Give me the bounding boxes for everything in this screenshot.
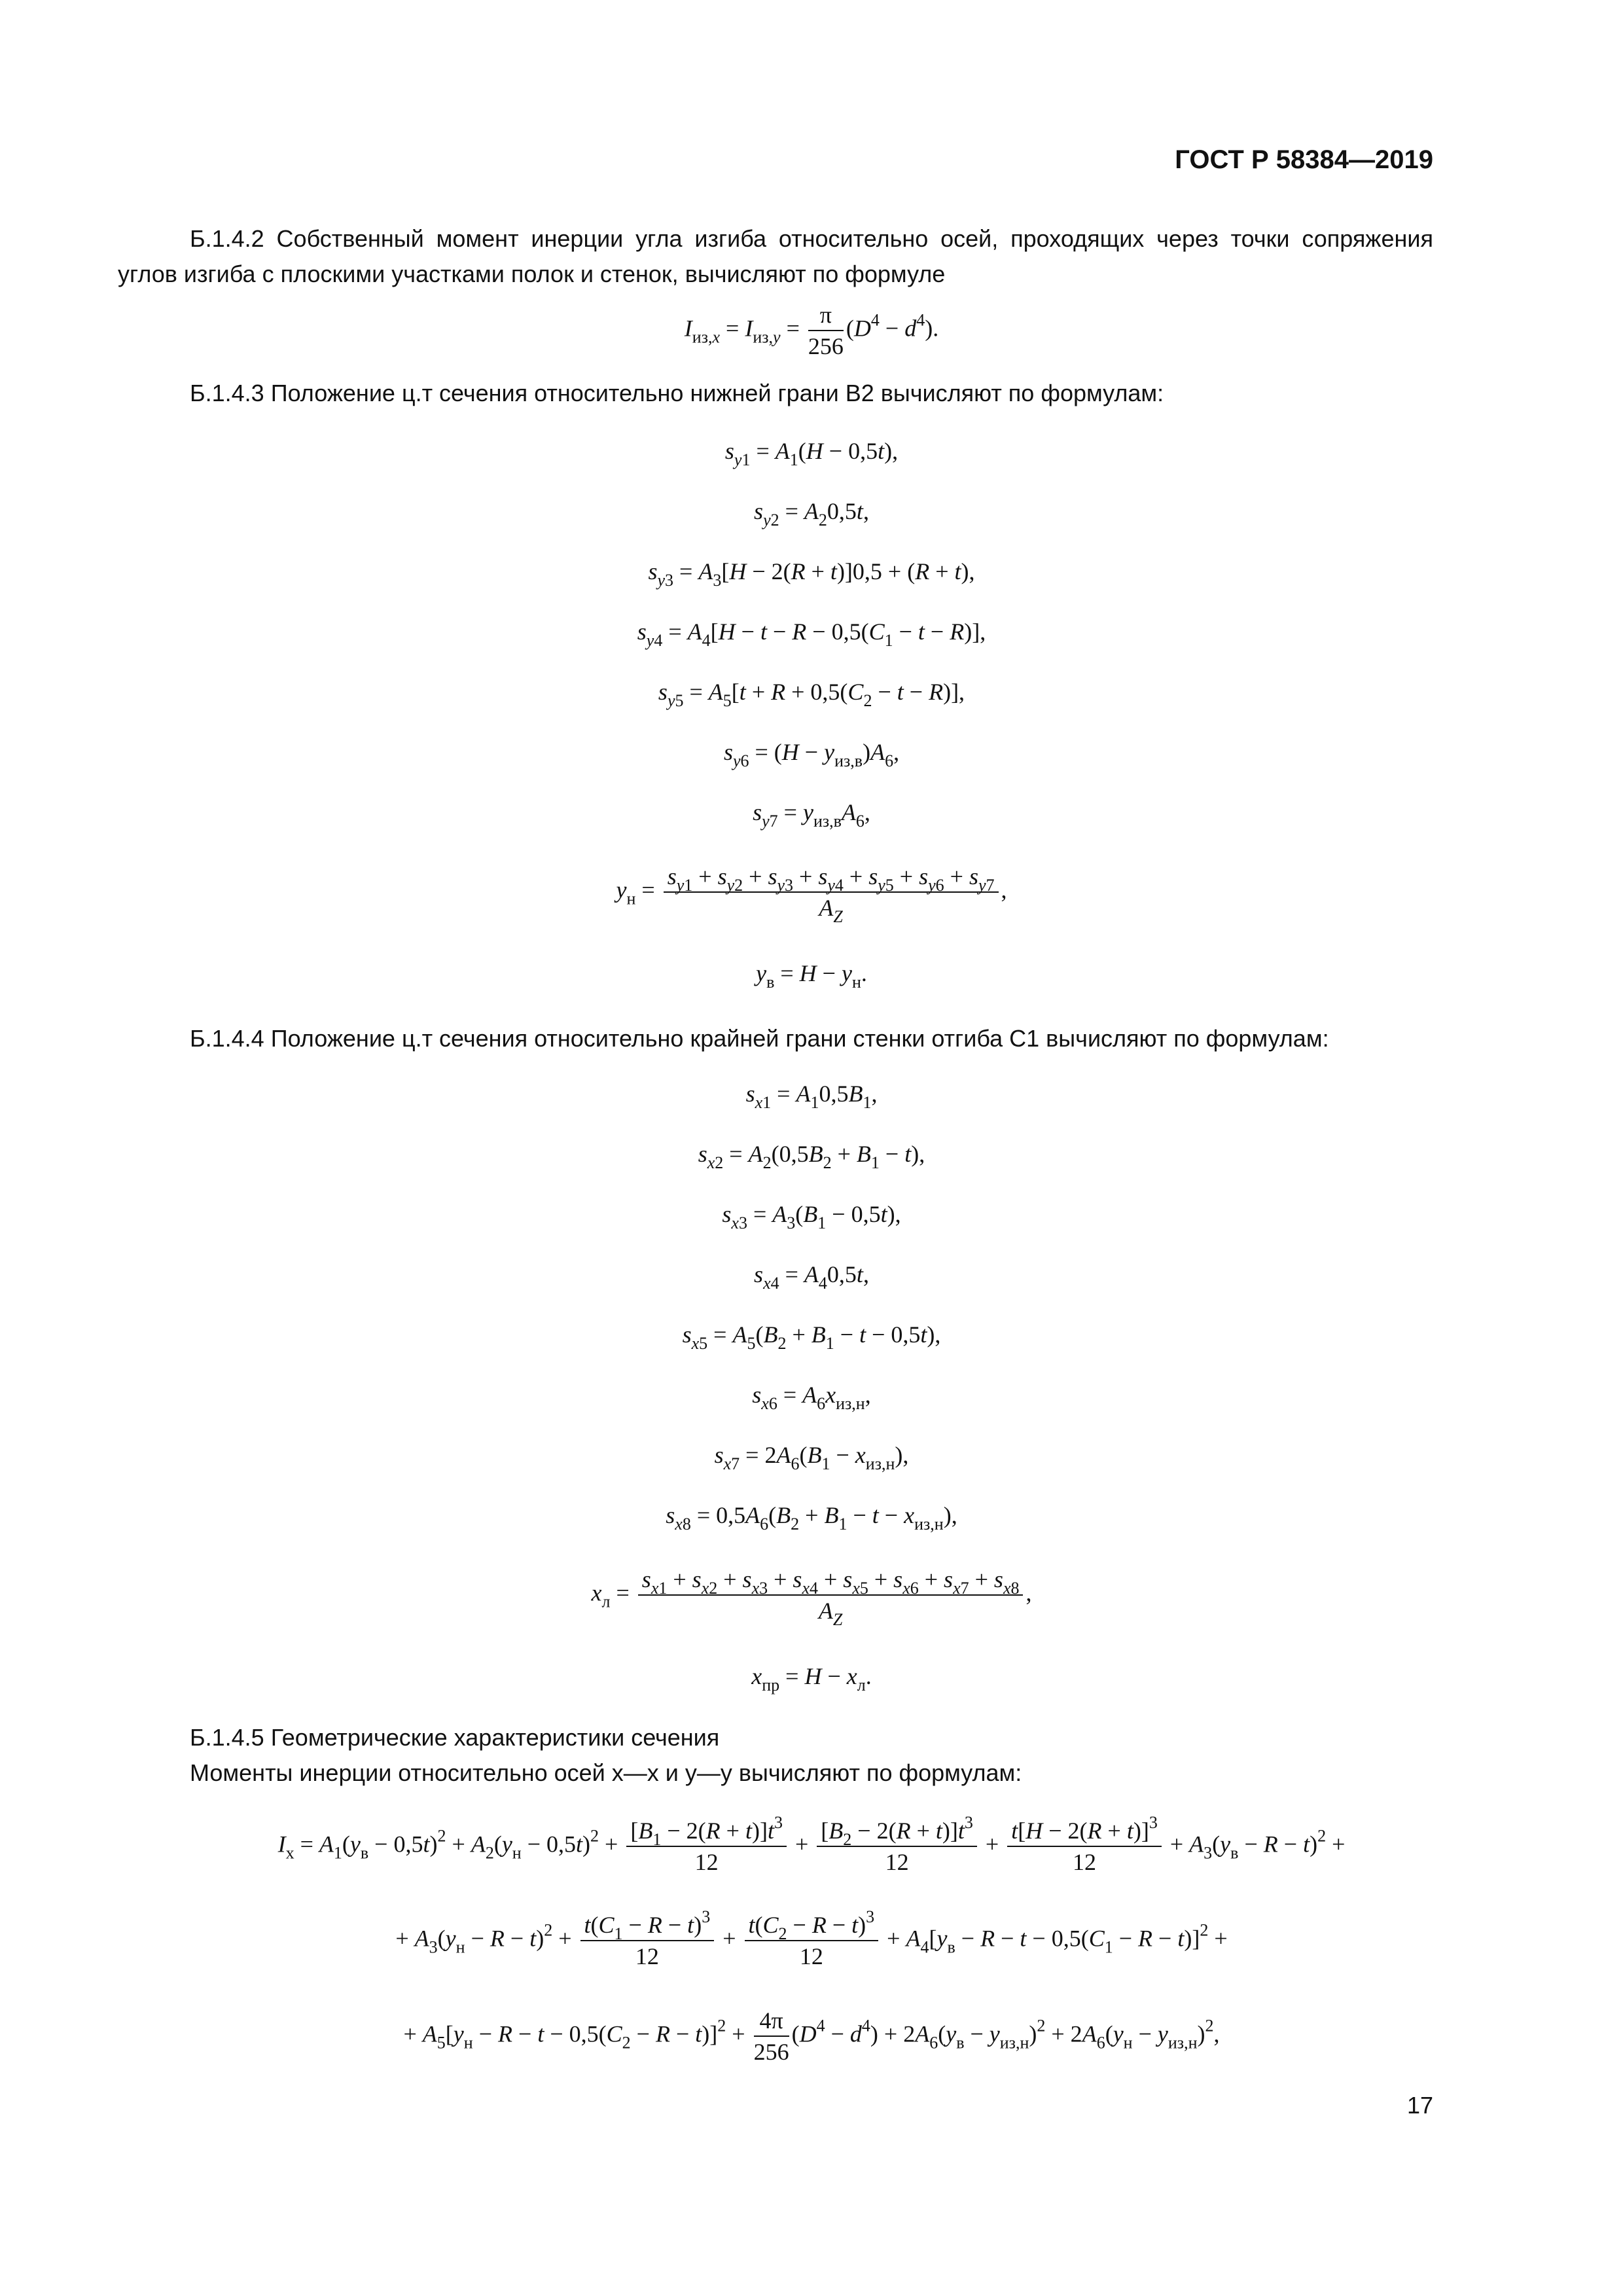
paragraph-b142-text: Б.1.4.2 Собственный момент инерции угла изгиба относительно осей, проходящих через точки сопряжения углов изгиба с плоскими участками полок и стенок, вычисляют по формуле xyxy=(118,225,1433,287)
standard-code: ГОСТ Р 58384—2019 xyxy=(1175,145,1433,174)
formula-xl: $x_л$ = $\frac{s_{x1} + s_{x2} + s_{x3} + s_{x4} + s_{x5} + s_{x6} + s_{x7} + s_{x8}}{A_Z}$ , xyxy=(591,1566,1032,1629)
formula-sy3: $s_{y3} = A_3[H - 2(R + t)]0,5 + (R + t)$, xyxy=(648,558,975,590)
formula-sy2: $s_{y2} = A_20,5t$, xyxy=(754,498,869,529)
paragraph-b145-title: Б.1.4.5 Геометрические характеристики сечения xyxy=(190,1724,720,1751)
formula-sy4: $s_{y4} = A_4[H - t - R - 0,5(C_1 - t - R)]$, xyxy=(637,619,986,650)
formula-sy6: $s_{y6} = (H - y_{из,в})A_6$, xyxy=(723,739,900,770)
formula-ix-line2: + $A_3(y_н - R - t)^2$ + $\frac{t(C_1 - R - t)^3}{12}$ + $\frac{t(C_2 - R - t)^3}{12}$ + $A_4[y_в - R - t - 0,5(C_1 - R - t)]^2$ + xyxy=(395,1907,1228,1969)
formula-xpr: $x_{пр} = H - x_л$. xyxy=(751,1663,872,1695)
formula-sy7: $s_{y7} = y_{из,в}A_6$, xyxy=(753,799,870,831)
paragraph-b143: Б.1.4.3 Положение ц.т сечения относительно нижней грани B2 вычисляют по формулам: xyxy=(190,380,1164,406)
formula-sx2: $s_{x2} = A_2(0,5B_2 + B_1 - t)$, xyxy=(698,1141,925,1172)
formula-ix-line1: $I_x = A_1(y_в - 0,5t)^2 + A_2(y_н - 0,5t)^2$ + $\frac{[B_1 - 2(R + t)]t^3}{12}$ + $\frac{[B_2 - 2(R + t)]t^3}{12}$ + $\frac{t[H - 2(R + t)]^3}{12}$ + $A_3(y_в - R - t)^2$ + xyxy=(277,1813,1346,1875)
formula-i-iz: $I_{из,x} = I_{из,y}$ = $\frac{\pi}{256}$ $(D^4 - d^4)$. xyxy=(684,302,939,359)
formula-sy5: $s_{y5} = A_5[t + R + 0,5(C_2 - t - R)]$, xyxy=(658,679,965,710)
formula-sx6: $s_{x6} = A_6x_{из,н}$, xyxy=(752,1382,871,1413)
formula-ix-line3: + $A_5[y_н - R - t - 0,5(C_2 - R - t)]^2$ + $\frac{4\pi}{256}$ $(D^4 - d^4) + 2A_6(y_в - y_{из,н})^2 + 2A_6(y_н - y_{из,н})^2$, xyxy=(403,2007,1220,2065)
formula-yn: $y_н$ = $\frac{s_{y1} + s_{y2} + s_{y3} + s_{y4} + s_{y5} + s_{y6} + s_{y7}}{A_Z}$ , xyxy=(616,863,1007,926)
page-number: 17 xyxy=(1406,2092,1433,2119)
paragraph-b144: Б.1.4.4 Положение ц.т сечения относительно крайней грани стенки отгиба C1 вычисляют по формулам: xyxy=(190,1025,1329,1052)
formula-sx5: $s_{x5} = A_5(B_2 + B_1 - t - 0,5t)$, xyxy=(682,1321,941,1353)
formula-sx1: $s_{x1} = A_10,5B_1$, xyxy=(745,1081,878,1112)
paragraph-b142 xyxy=(118,221,1433,292)
paragraph-b145-text: Моменты инерции относительно осей x—x и y—y вычисляют по формулам: xyxy=(190,1759,1022,1786)
formula-sx3: $s_{x3} = A_3(B_1 - 0,5t)$, xyxy=(722,1201,901,1232)
formula-sy1: $s_{y1} = A_1(H - 0,5t)$, xyxy=(724,438,899,469)
formula-sx8: $s_{x8} = 0,5A_6(B_2 + B_1 - t - x_{из,н})$, xyxy=(666,1502,957,1534)
formula-sx4: $s_{x4} = A_40,5t$, xyxy=(754,1261,869,1293)
formula-sx7: $s_{x7} = 2A_6(B_1 - x_{из,н})$, xyxy=(714,1442,909,1473)
formula-yv: $y_в = H - y_н$. xyxy=(756,960,867,992)
